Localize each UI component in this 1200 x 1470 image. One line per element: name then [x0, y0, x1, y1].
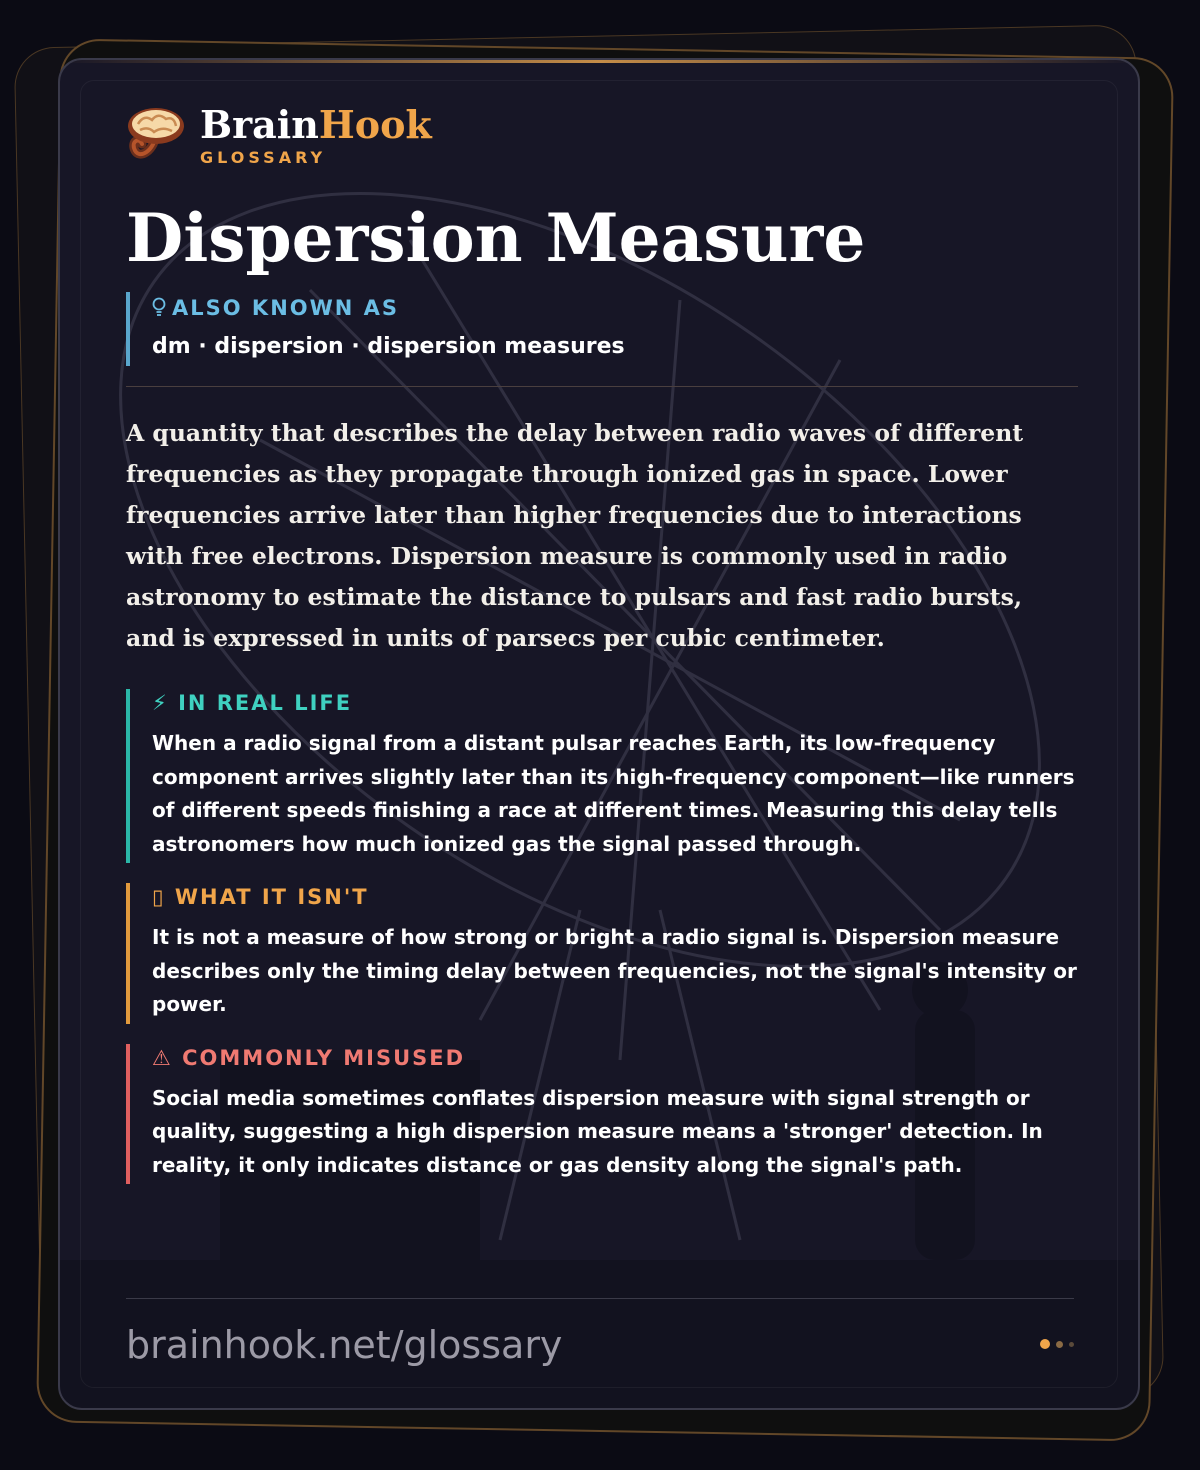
brand-header	[126, 100, 1078, 170]
also-known-as-section	[126, 292, 1078, 366]
what-it-isnt-body: It is not a measure of how strong or bright a radio signal is. Dispersion measure describes only the timing delay between frequencies, not the signal's intensity or power.	[152, 925, 1077, 1016]
glossary-card	[58, 58, 1140, 1410]
card-footer	[126, 1298, 1074, 1367]
also-known-as-values: dm · dispersion · dispersion measures	[152, 334, 625, 359]
page-dot	[1056, 1341, 1063, 1348]
brand-name-brain: Brain	[200, 101, 319, 147]
lightning-icon: ⚡	[152, 691, 169, 715]
definition-text: A quantity that describes the delay between radio waves of different frequencies as they propagate through ionized gas in space. Lower frequencies arrive later than higher frequencies due to interactions with free electrons. Dispersion measure is commonly used in radio astronomy to estimate the distance to pulsars and fast radio bursts, and is expressed in units of parsecs per cubic centimeter.	[126, 419, 1024, 652]
commonly-misused-heading	[152, 1044, 1078, 1072]
what-it-isnt-section	[126, 883, 1078, 1024]
warning-icon: ⚠	[152, 1045, 173, 1070]
footer-url: brainhook.net/glossary	[126, 1323, 563, 1367]
what-it-isnt-label: WHAT IT ISN'T	[174, 885, 369, 909]
commonly-misused-label: COMMONLY MISUSED	[182, 1045, 466, 1070]
missing-glyph-icon: ▯	[152, 885, 166, 909]
card-content	[126, 100, 1078, 1184]
what-it-isnt-heading	[152, 883, 1078, 911]
brand-name-hook: Hook	[318, 101, 432, 147]
commonly-misused-body: Social media sometimes conflates dispersion measure with signal strength or quality, suggesting a high dispersion measure means a 'stronger' detection. In reality, it only indicates distance or gas density along the signal's path.	[152, 1085, 1043, 1177]
term-title: Dispersion Measure	[126, 199, 866, 277]
also-known-as-heading	[152, 294, 1078, 322]
brand-subtitle: GLOSSARY	[200, 147, 327, 167]
in-real-life-section	[126, 689, 1078, 863]
divider	[126, 386, 1078, 387]
in-real-life-heading	[152, 689, 1078, 717]
lightbulb-icon	[152, 297, 166, 317]
page-indicator	[1034, 1339, 1074, 1349]
brand-text	[200, 101, 432, 167]
in-real-life-body: When a radio signal from a distant pulsar reaches Earth, its low-frequency component arrives slightly later than its high-frequency component—like runners of different speeds finishing a race at different times. Measuring this delay tells astronomers how much ionized gas the signal passed through.	[152, 731, 1075, 856]
page-dot-active	[1040, 1339, 1050, 1349]
page-dot	[1069, 1342, 1074, 1347]
in-real-life-label: IN REAL LIFE	[178, 691, 353, 715]
also-known-as-label: ALSO KNOWN AS	[172, 296, 400, 320]
brand-name	[200, 101, 432, 147]
commonly-misused-section	[126, 1044, 1078, 1185]
brain-hook-icon	[126, 104, 186, 166]
